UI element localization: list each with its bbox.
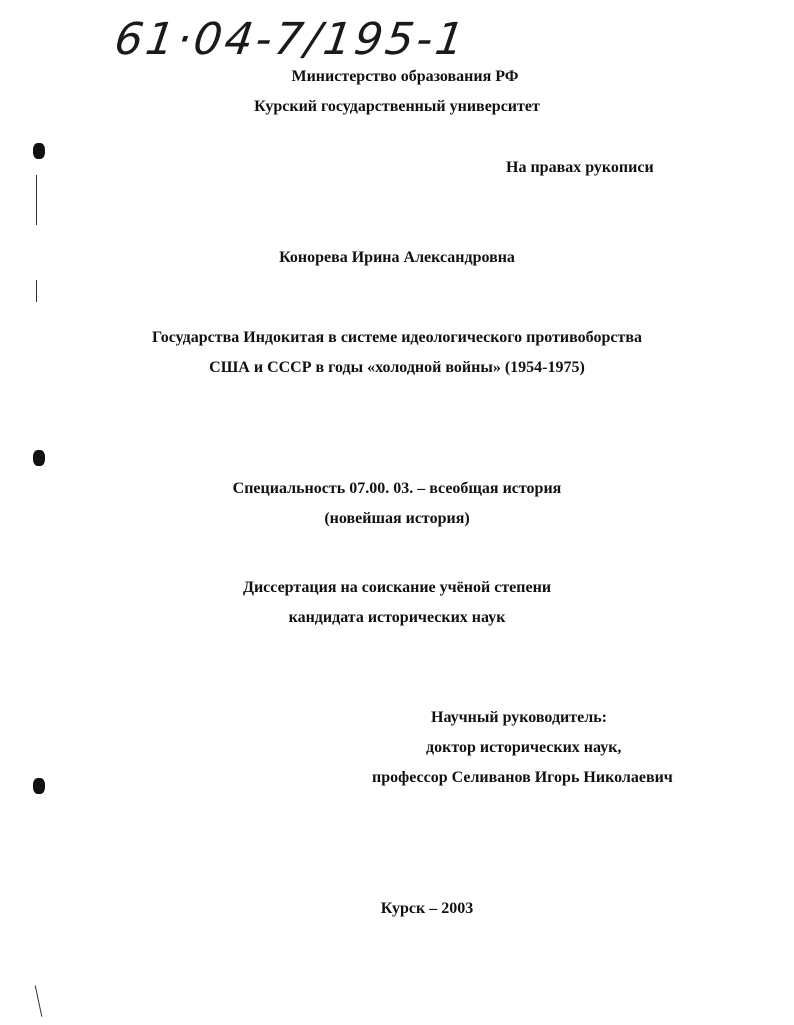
university-heading: Курский государственный университет — [254, 98, 540, 115]
specialty-line-1: Специальность 07.00. 03. – всеобщая история — [232, 480, 562, 497]
binding-hole-mark — [33, 450, 45, 466]
dissertation-title-line-1: Государства Индокитая в системе идеологического противоборства — [152, 329, 642, 346]
supervisor-name: профессор Селиванов Игорь Николаевич — [372, 769, 673, 786]
supervisor-degree: доктор исторических наук, — [426, 739, 622, 756]
degree-line-1: Диссертация на соискание учёной степени — [242, 579, 552, 596]
handwritten-archive-code: 61·04-7/195-1 — [111, 14, 471, 65]
specialty-line-2: (новейшая история) — [324, 510, 470, 527]
dissertation-title-line-2: США и СССР в годы «холодной войны» (1954-1975) — [209, 359, 585, 376]
supervisor-label: Научный руководитель: — [431, 709, 607, 726]
scan-edge-line — [36, 280, 37, 302]
ministry-heading: Министерство образования РФ — [291, 68, 519, 85]
binding-hole-mark — [33, 143, 45, 159]
city-year: Курск – 2003 — [380, 900, 474, 917]
scan-edge-line — [36, 175, 37, 225]
scan-edge-line — [35, 985, 43, 1017]
author-name: Конорева Ирина Александровна — [279, 249, 515, 266]
degree-line-2: кандидата исторических наук — [288, 609, 506, 626]
manuscript-note: На правах рукописи — [506, 159, 654, 176]
binding-hole-mark — [33, 778, 45, 794]
